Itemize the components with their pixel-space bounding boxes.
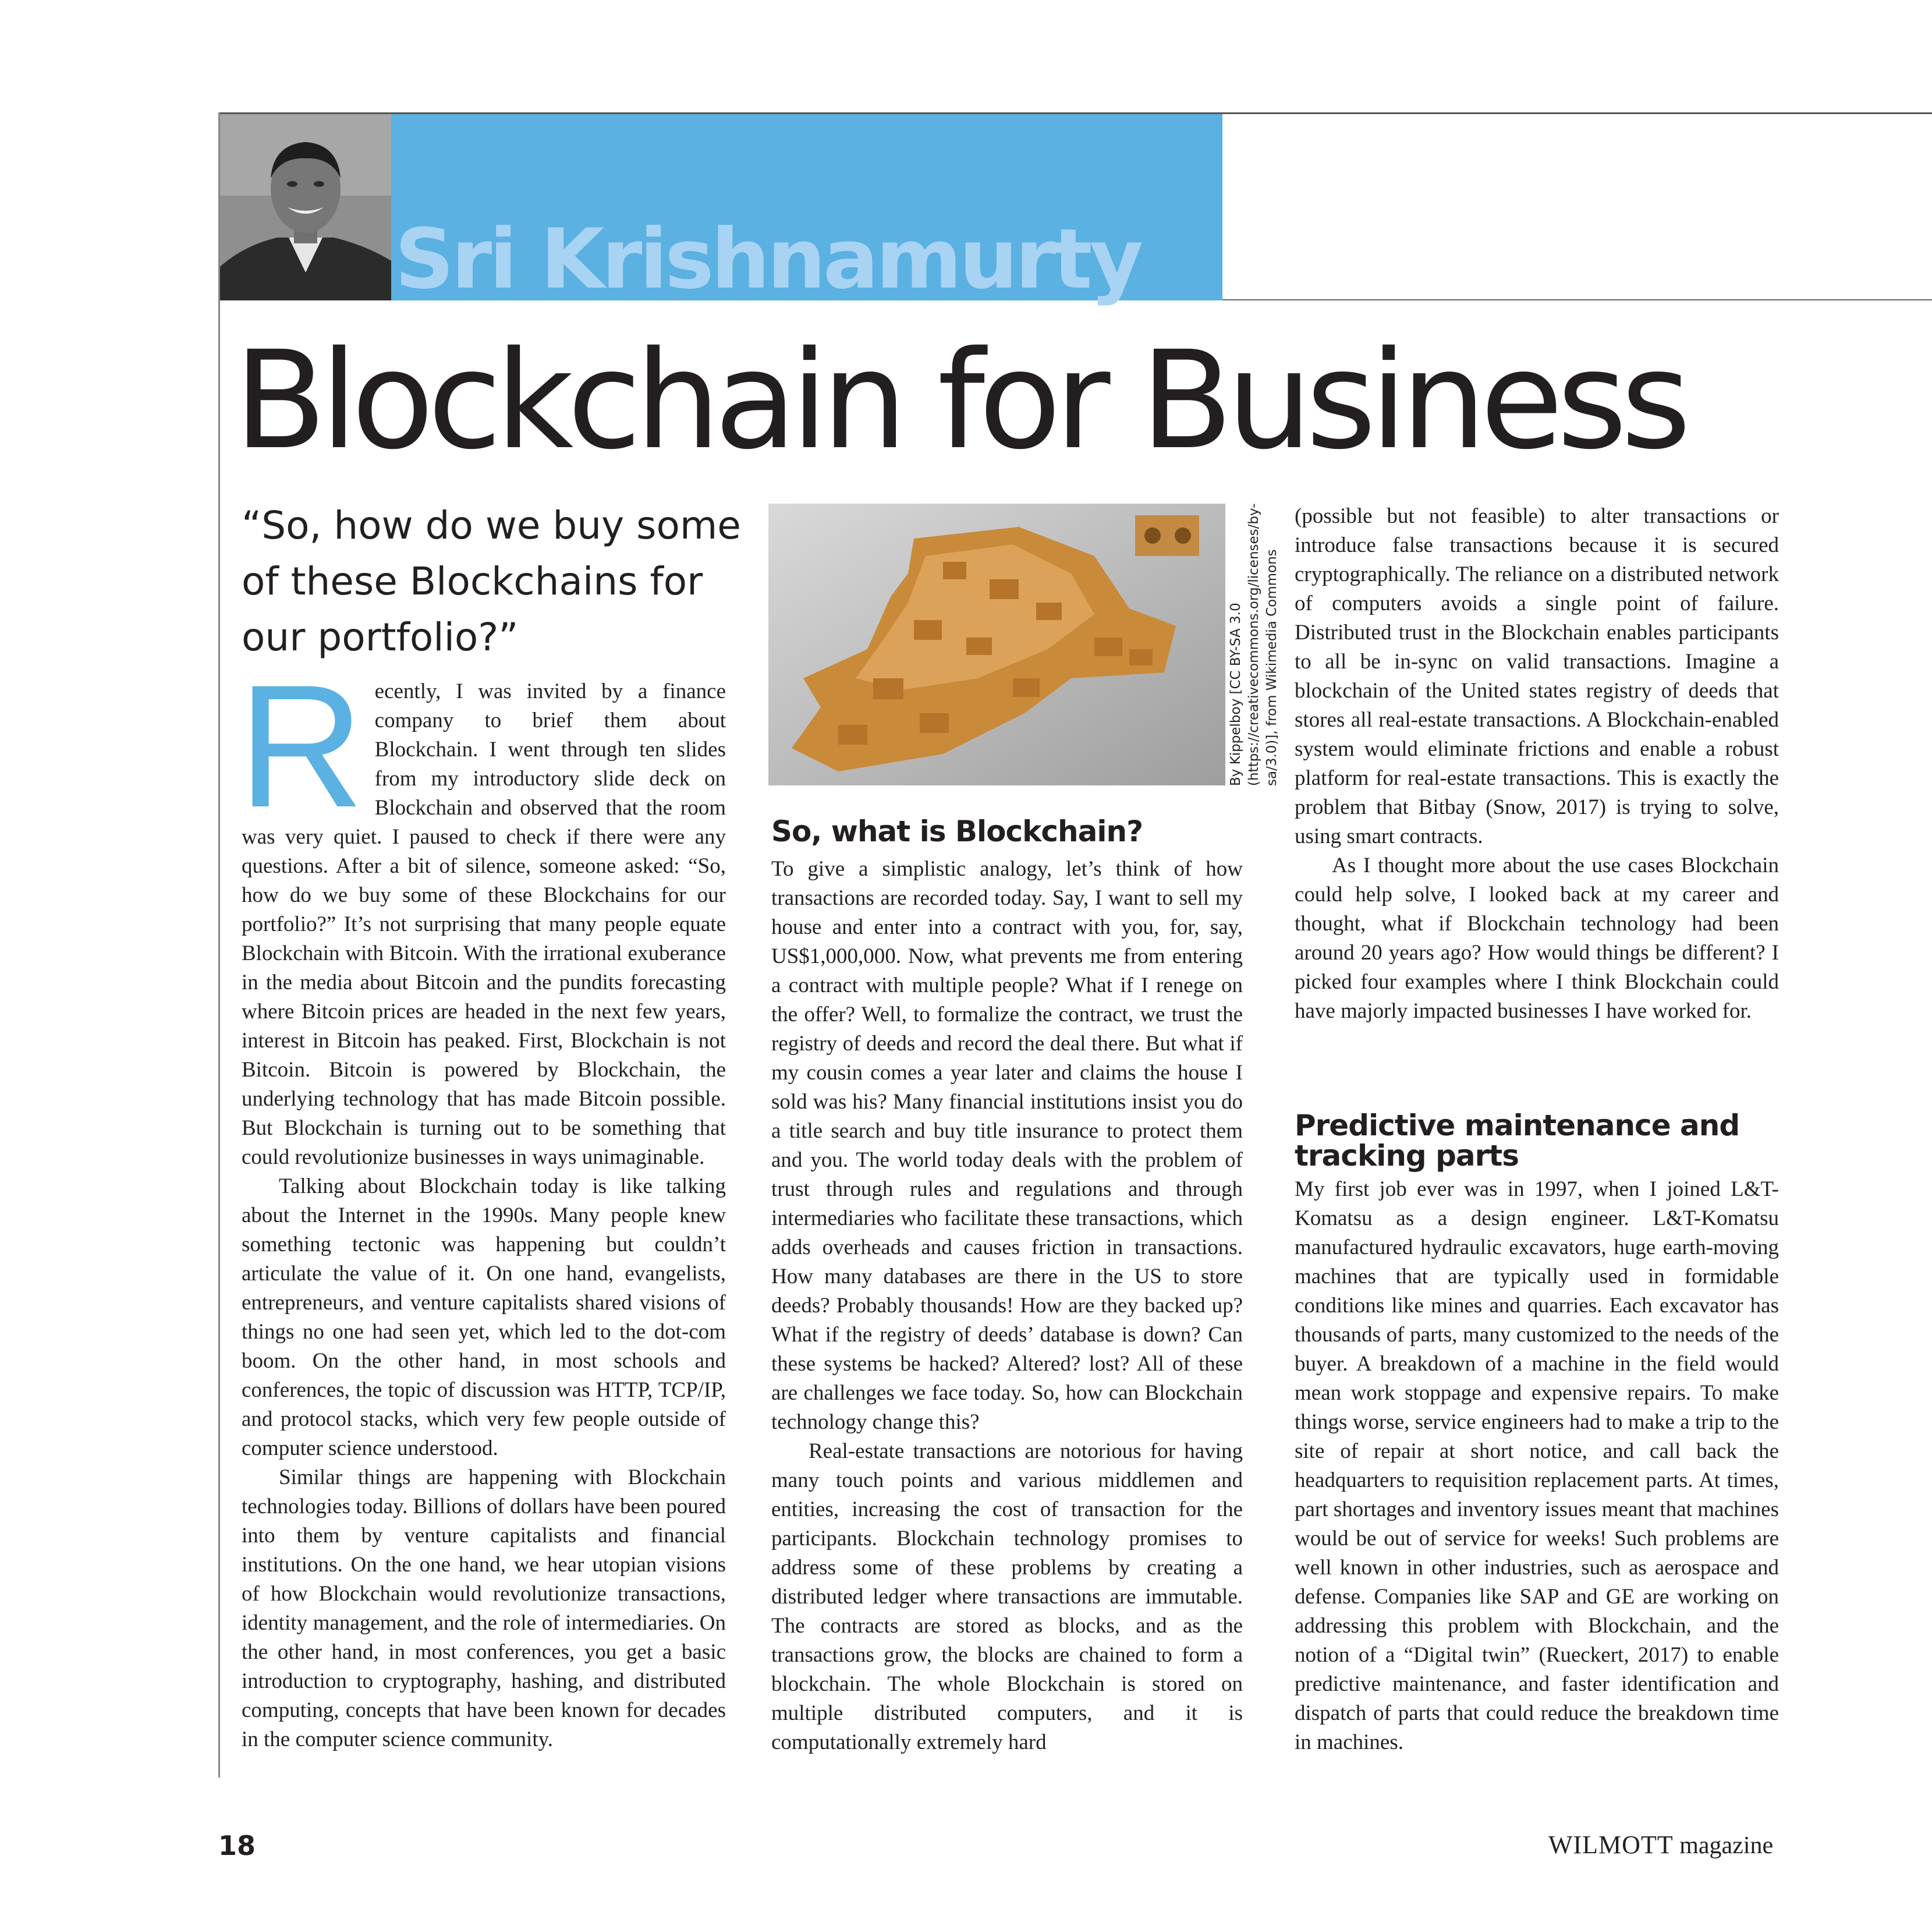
image-credit-text: By Kippelboy [CC BY-SA 3.0 (https://creativecommons.org/licenses/by-sa/3.0)], from Wikimedia Commons	[1228, 503, 1279, 786]
page-left-rule	[218, 112, 220, 1778]
article-column-2	[771, 855, 1243, 1757]
article-title: Blockchain for Business	[234, 322, 1685, 479]
drop-cap: R	[238, 648, 364, 844]
article-figure	[768, 504, 1225, 785]
magazine-word: magazine	[1679, 1832, 1774, 1859]
paragraph: Real-estate transactions are notorious for having many touch points and various middlemen and entities, increasing the cost of transaction for the participants. Blockchain technology promises to address some of these problems by creating a distributed ledger where transactions are immutable. The contracts are stored as blocks, and as the transactions grow, the blocks are chained to form a blockchain. The whole Blockchain is stored on multiple distributed computers, and it is computationally extremely hard	[771, 1439, 1243, 1754]
section-heading-what-is-blockchain: So, what is Blockchain?	[771, 815, 1143, 848]
article-column-3-continued	[1295, 1175, 1779, 1757]
paragraph: Similar things are happening with Blockchain technologies today. Billions of dollars have been poured into them by venture capitalists and financial institutions. On the one hand, we hear utopian visions of how Blockchain would revolutionize transactions, identity management, and the role of intermediaries. On the other hand, in most conferences, you get a basic introduction to cryptography, hashing, and distributed computing, concepts that have been known for decades in the computer science community.	[242, 1465, 726, 1751]
paragraph: My first job ever was in 1997, when I joined L&T-Komatsu as a design engineer. L&T-Komatsu manufactured hydraulic excavators, huge earth-moving machines that are typically used in formidable conditions like mines and quarries. Each excavator has thousands of parts, many customized to the needs of the buyer. A breakdown of a machine in the field would mean work stoppage and expensive repairs. To make things worse, service engineers had to make a trip to the site of repair at short notice, and call back the headquarters to requisition replacement parts. At times, part shortages and inventory issues meant that machines would be out of service for weeks! Such problems are well known in other industries, such as aerospace and defense. Companies like SAP and GE are working on addressing this problem with Blockchain, and the notion of a “Digital twin” (Rueckert, 2017) to enable predictive maintenance, and faster identification and dispatch of parts that could reduce the breakdown time in machines.	[1295, 1177, 1779, 1754]
article-column-1	[238, 648, 726, 1754]
paragraph: (possible but not feasible) to alter transactions or introduce false transactions because it is secured cryptographically. The reliance on a distributed network of computers avoids a single point of failure. Distributed trust in the Blockchain enables participants to all be in-sync on valid transactions. Imagine a blockchain of the United states registry of deeds that stores all real-estate transactions. A Blockchain-enabled system would eliminate frictions and enable a robust platform for real-estate transactions. This is exactly the problem that Bitbay (Snow, 2017) is trying to solve, using smart contracts.	[1295, 504, 1779, 848]
image-credit	[1227, 501, 1285, 786]
magazine-footer	[1548, 1830, 1773, 1860]
paragraph: Talking about Blockchain today is like talking about the Internet in the 1990s. Many people knew something tectonic was happening but couldn’t articulate the value of it. On one hand, evangelists, entrepreneurs, and venture capitalists shared visions of things no one had seen yet, which led to the dot-com boom. On the other hand, in most schools and conferences, the topic of discussion was HTTP, TCP/IP, and protocol stacks, which very few people outside of computer science understood.	[242, 1174, 726, 1460]
paragraph: As I thought more about the use cases Blockchain could help solve, I looked back at my career and thought, what if Blockchain technology had been around 20 years ago? How would things be different? I picked four examples where I think Blockchain could have majorly impacted businesses I have worked for.	[1295, 854, 1779, 1023]
paragraph-text: ecently, I was invited by a finance company to brief them about Blockchain. I went through ten slides from my introductory slide deck on Blockchain and observed that the room was very quiet. I paused to check if there were any questions. After a bit of silence, someone asked: “So, how do we buy some of these Blockchains for our portfolio?” It’s not surprising that many people equate Blockchain with Bitcoin. With the irrational exuberance in the media about Bitcoin and the pundits forecasting where Bitcoin prices are headed in the next few years, interest in Bitcoin has peaked. First, Blockchain is not Bitcoin. Bitcoin is powered by Blockchain, the underlying technology that has made Bitcoin possible. But Blockchain is turning out to be something that could revolutionize businesses in ways unimaginable.	[242, 679, 726, 1169]
author-photo	[220, 114, 391, 300]
article-column-3	[1295, 502, 1779, 1026]
paragraph: To give a simplistic analogy, let’s think of how transactions are recorded today. Say, I want to sell my house and enter into a contract with you, for, say, US$1,000,000. Now, what prevents me from entering a contract with multiple people? What if I renege on the offer? Well, to formalize the contract, we trust the registry of deeds and record the deal there. But what if my cousin comes a year later and claims the house I sold was his? Many financial institutions insist you do a title search and buy title insurance to protect them and you. The world today deals with the problem of trust through rules and regulations and through intermediaries who facilitate these transactions, which adds overheads and causes friction in transactions. How many databases are there in the US to store deeds? Probably thousands! How are they backed up? What if the registry of deeds’ database is down? Can these systems be hacked? Altered? lost? All of these are challenges we face today. So, how can Blockchain technology change this?	[771, 857, 1243, 1434]
pull-quote: “So, how do we buy some of these Blockchains for our portfolio?”	[242, 503, 741, 660]
author-name: Sri Krishnamurty	[395, 211, 1141, 307]
paragraph	[238, 648, 726, 1172]
wooden-blocks-photo	[768, 504, 1225, 785]
author-portrait-image	[220, 114, 391, 300]
magazine-brand: WILMOTT	[1548, 1831, 1674, 1859]
page-number: 18	[218, 1830, 256, 1861]
section-heading-predictive-maintenance: Predictive maintenance and tracking parts	[1295, 1109, 1740, 1173]
header-right-rule	[1222, 299, 1932, 300]
